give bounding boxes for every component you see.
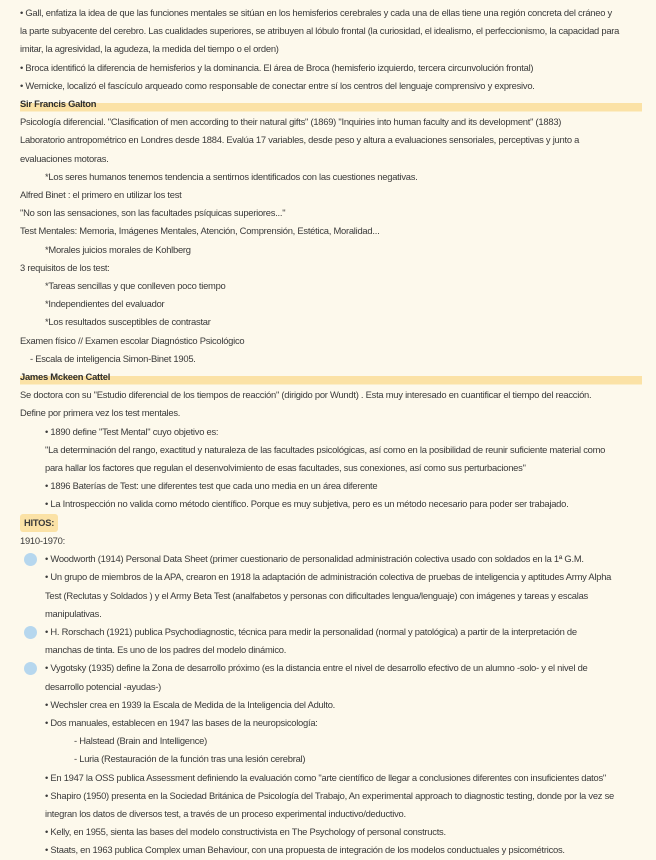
note-line: • 1896 Baterías de Test: une diferentes test que cada uno media en un área diferente — [45, 480, 378, 492]
note-line: - Halstead (Brain and Intelligence) — [74, 735, 207, 747]
note-line: • Vygotsky (1935) define la Zona de desarrollo próximo (es la distancia entre el nivel de desarrollo efectivo de un alumno -solo- y el nivel de — [45, 662, 588, 674]
bullet-dot-icon — [24, 553, 37, 566]
note-line: manipulativas. — [45, 607, 102, 619]
note-line: evaluaciones motoras. — [20, 152, 109, 164]
note-line: 1910-1970: — [20, 534, 65, 546]
note-line: • Woodworth (1914) Personal Data Sheet (primer cuestionario de personalidad administración colectiva usado con soldados en la 1ª G.M. — [45, 553, 584, 565]
note-line: - Luria (Restauración de la función tras una lesión cerebral) — [74, 753, 306, 765]
note-line: "La determinación del rango, exactitud y naturaleza de las facultades psicológicas, así como en la posibilidad de reunir suficiente material como — [45, 443, 606, 455]
note-line: Test (Reclutas y Soldados ) y el Army Beta Test (analfabetos y personas con dificultades lengua/lenguaje) con imágenes y tareas y escalas — [45, 589, 588, 601]
note-line: - Escala de inteligencia Simon-Binet 1905. — [30, 352, 196, 364]
bullet-dot-icon — [24, 626, 37, 639]
note-line: Sir Francis Galton — [20, 95, 642, 113]
note-line: James Mckeen Cattel — [20, 368, 642, 386]
note-line: Define por primera vez los test mentales. — [20, 407, 181, 419]
note-line: • Wechsler crea en 1939 la Escala de Medida de la Inteligencia del Adulto. — [45, 698, 336, 710]
note-line: integran los datos de diversos test, a través de un proceso experimental inductivo/deductivo. — [45, 807, 406, 819]
note-line: • Broca identificó la diferencia de hemisferios y la dominancia. El área de Broca (hemisferio izquierdo, tercera circunvolución frontal) — [20, 61, 534, 73]
note-line: • Wernicke, localizó el fascículo arqueado como responsable de conectar entre sí los centros del lenguaje comprensivo y expresivo. — [20, 79, 535, 91]
note-line: • 1890 define "Test Mental" cuyo objetivo es: — [45, 425, 219, 437]
bullet-dot-icon — [24, 662, 37, 675]
note-line: *Independientes del evaluador — [45, 298, 165, 310]
notes-body — [20, 4, 642, 860]
note-line: *Los seres humanos tenemos tendencia a sentirnos identificados con las cuestiones negativas. — [45, 170, 418, 182]
note-line: *Los resultados susceptibles de contrastar — [45, 316, 211, 328]
note-line: • Dos manuales, establecen en 1947 las bases de la neuropsicología: — [45, 716, 318, 728]
note-line: • La Introspección no valida como método científico. Porque es muy subjetiva, pero es un método necesario para poder ser trabajado. — [45, 498, 569, 510]
note-line: 3 requisitos de los test: — [20, 261, 110, 273]
note-line: *Tareas sencillas y que conlleven poco tiempo — [45, 280, 226, 292]
note-line: • En 1947 la OSS publica Assessment definiendo la evaluación como "arte científico de llegar a conclusiones diferentes con insuficientes datos" — [45, 771, 606, 783]
note-line: Examen físico // Examen escolar Diagnóstico Psicológico — [20, 334, 245, 346]
note-line: • H. Rorschach (1921) publica Psychodiagnostic, técnica para medir la personalidad (normal y patológica) a partir de la interpretación de — [45, 625, 577, 637]
note-line: • Un grupo de miembros de la APA, crearon en 1918 la adaptación de administración colectiva de pruebas de inteligencia y aptitudes Army Alpha — [45, 571, 612, 583]
note-line: Test Mentales: Memoria, Imágenes Mentales, Atención, Comprensión, Estética, Moralidad... — [20, 225, 380, 237]
note-line: desarrollo potencial -ayudas-) — [45, 680, 162, 692]
note-line: manchas de tinta. Es uno de los padres del modelo dinámico. — [45, 644, 287, 656]
note-line: Se doctora con su "Estudio diferencial de los tiempos de reacción" (dirigido por Wundt) . Esta muy interesado en cuantificar el tiempo del reacción. — [20, 389, 592, 401]
note-line: la parte subyacente del cerebro. Las cualidades superiores, se atribuyen al lóbulo frontal (la curiosidad, el idealismo, el perfeccionismo, la capacidad para — [20, 25, 620, 37]
note-line: • Kelly, en 1955, sienta las bases del modelo constructivista en The Psychology of personal constructs. — [45, 826, 446, 838]
note-line: Laboratorio antropométrico en Londres desde 1884. Evalúa 17 variables, desde peso y altura a evaluaciones sensoriales, perceptivas y junto a — [20, 134, 580, 146]
hitos-heading: HITOS: — [20, 514, 58, 532]
note-line: "No son las sensaciones, son las facultades psíquicas superiores..." — [20, 207, 286, 219]
note-line: *Morales juicios morales de Kohlberg — [45, 243, 191, 255]
note-line: para hallar los factores que regulan el desenvolvimiento de esas facultades, sus conexiones, así como sus perturbaciones" — [45, 462, 526, 474]
note-line: • Staats, en 1963 publica Complex uman Behaviour, con una propuesta de integración de los modelos conductuales y psicométricos. — [45, 844, 565, 856]
note-line: • Shapiro (1950) presenta en la Sociedad Británica de Psicología del Trabajo, An experimental approach to diagnostic testing, donde por la vez se — [45, 789, 614, 801]
note-line: imitar, la agresividad, la agudeza, la medida del tiempo o el orden) — [20, 43, 279, 55]
note-line — [20, 514, 642, 532]
note-line: Psicología diferencial. "Clasification of men according to their natural gifts" (1869) "Inquiries into human faculty and its development" (1883) — [20, 116, 562, 128]
note-line: • Gall, enfatiza la idea de que las funciones mentales se sitúan en los hemisferios cerebrales y cada una de ellas tiene una región concreta del cráneo y — [20, 7, 612, 18]
note-line: Alfred Binet : el primero en utilizar los test — [20, 189, 182, 201]
